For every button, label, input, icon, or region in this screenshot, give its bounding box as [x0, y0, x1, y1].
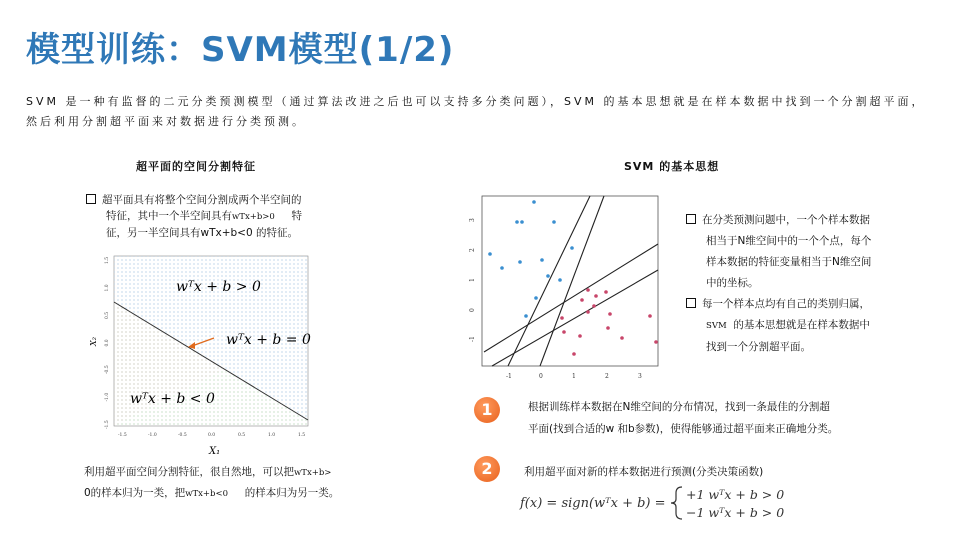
- step-2-badge: 2: [474, 456, 500, 482]
- right-x-tick-label: -1: [506, 373, 512, 380]
- red-sample-point: [572, 352, 576, 356]
- red-sample-point: [586, 288, 590, 292]
- svm-scatter-figure: [462, 192, 668, 388]
- step-1-text: [528, 396, 938, 440]
- right-x-tick-label: 2: [605, 373, 609, 380]
- label-positive-side: wᵀx + b > 0: [176, 279, 261, 295]
- right-x-tick-label: 0: [539, 373, 543, 380]
- red-sample-point: [592, 304, 596, 308]
- x-axis-label: X₁: [209, 446, 221, 457]
- formula-lhs: f(x) = sign(wᵀx + b) =: [520, 496, 666, 511]
- blue-sample-point: [534, 296, 538, 300]
- blue-sample-point: [558, 278, 562, 282]
- y-axis-label: X₂: [89, 337, 98, 346]
- left-foot-line2b: wTx+b<0: [185, 489, 229, 499]
- left-foot-line1b: wTx+b>: [294, 468, 332, 478]
- left-footnote: [84, 462, 384, 504]
- step-1-line1: 根据训练样本数据在N维空间的分布情况，找到一条最佳的分割超: [528, 401, 830, 413]
- red-sample-point: [604, 290, 608, 294]
- formula-case-negative: −1 wᵀx + b > 0: [686, 505, 785, 520]
- bullet-box-icon: [686, 298, 696, 308]
- left-bullet-line3: 征，另一半空间具有wTx+b<0 的特征。: [106, 227, 298, 239]
- label-hyperplane: wᵀx + b = 0: [226, 332, 311, 348]
- left-foot-line1a: 利用超平面空间分割特征，很自然地，可以把: [84, 466, 294, 478]
- step-2-text: 利用超平面对新的样本数据进行预测(分类决策函数): [524, 466, 764, 478]
- blue-sample-point: [488, 252, 492, 256]
- left-x-tick-label: 0.5: [238, 433, 246, 438]
- right-section-heading: SVM 的基本思想: [624, 160, 720, 173]
- blue-sample-point: [500, 266, 504, 270]
- left-foot-line2c: 的样本归为另一类。: [244, 487, 340, 499]
- right-b1-line4: 中的坐标。: [706, 277, 759, 289]
- left-section-heading: 超平面的空间分割特征: [136, 160, 256, 173]
- left-y-tick-label: 0.5: [105, 311, 110, 319]
- blue-sample-point: [515, 220, 519, 224]
- red-sample-point: [578, 334, 582, 338]
- left-bullet-line2a: 特征，其中一个半空间具有: [106, 210, 232, 222]
- red-sample-point: [608, 312, 612, 316]
- red-sample-point: [594, 294, 598, 298]
- right-x-tick-label: 1: [572, 373, 576, 380]
- right-b1-line1: 在分类预测问题中，一个个样本数据: [702, 214, 870, 226]
- right-y-tick-label: 1: [469, 278, 476, 282]
- left-foot-line2a: 0的样本归为一类，把: [84, 487, 186, 499]
- step-1-line2: 平面(找到合适的w 和b参数)，使得能够通过超平面来正确地分类。: [528, 423, 839, 435]
- right-b2-line3: 找到一个分割超平面。: [706, 341, 811, 353]
- red-sample-point: [586, 310, 590, 314]
- left-y-tick-label: -0.5: [105, 365, 110, 374]
- bullet-box-icon: [86, 194, 96, 204]
- formula-case-positive: +1 wᵀx + b > 0: [686, 487, 785, 502]
- right-b1-line2: 相当于N维空间中的一个个点，每个: [706, 235, 872, 247]
- right-y-tick-label: 3: [469, 218, 476, 222]
- blue-sample-point: [546, 274, 550, 278]
- red-sample-point: [606, 326, 610, 330]
- red-sample-point: [562, 330, 566, 334]
- left-y-tick-label: 1.5: [105, 256, 110, 264]
- blue-sample-point: [518, 260, 522, 264]
- right-b2-line2a: SVM: [706, 321, 727, 331]
- left-bullet-line2b: wTx+b>0: [232, 212, 275, 222]
- blue-sample-point: [524, 314, 528, 318]
- hyperplane-figure: [84, 250, 320, 460]
- decision-function-formula: [516, 482, 816, 524]
- right-b2-line1: 每一个样本点均有自己的类别归属，: [702, 298, 870, 310]
- left-x-tick-label: -1.5: [118, 433, 127, 438]
- right-y-tick-label: -1: [469, 336, 476, 342]
- left-y-tick-label: 1.0: [105, 284, 110, 292]
- blue-sample-point: [532, 200, 536, 204]
- left-bullet-line2c: 特: [291, 210, 303, 222]
- left-x-tick-label: 1.5: [298, 433, 306, 438]
- label-negative-side: wᵀx + b < 0: [130, 391, 215, 407]
- red-sample-point: [654, 340, 658, 344]
- left-bullet-line1: 超平面具有将整个空间分割成两个半空间的: [102, 194, 302, 206]
- blue-sample-point: [570, 246, 574, 250]
- left-x-tick-label: 0.0: [208, 433, 216, 438]
- left-y-tick-label: 0.0: [105, 339, 110, 347]
- intro-paragraph: SVM 是一种有监督的二元分类预测模型（通过算法改进之后也可以支持多分类问题），SVM 的基本思想就是在样本数据中找到一个分割超平面，然后利用分割超平面来对数据进行分类预测。: [26, 95, 926, 128]
- right-y-tick-label: 2: [469, 248, 476, 252]
- blue-sample-point: [520, 220, 524, 224]
- red-sample-point: [620, 336, 624, 340]
- left-x-tick-label: -0.5: [178, 433, 187, 438]
- red-sample-point: [648, 314, 652, 318]
- blue-sample-point: [552, 220, 556, 224]
- right-bullets: [686, 210, 926, 358]
- left-x-tick-label: 1.0: [268, 433, 276, 438]
- right-x-tick-label: 3: [638, 373, 642, 380]
- right-y-tick-label: 0: [469, 308, 476, 312]
- right-b2-line2b: 的基本思想就是在样本数据中: [733, 319, 870, 331]
- page-title: 模型训练：SVM模型(1/2): [26, 30, 455, 70]
- right-b1-line3: 样本数据的特征变量相当于N维空间: [706, 256, 872, 268]
- red-sample-point: [560, 316, 564, 320]
- left-bullet: [86, 192, 386, 241]
- blue-sample-point: [540, 258, 544, 262]
- left-x-tick-label: -1.0: [148, 433, 157, 438]
- left-y-tick-label: -1.5: [105, 420, 110, 429]
- bullet-box-icon: [686, 214, 696, 224]
- left-y-tick-label: -1.0: [105, 392, 110, 402]
- red-sample-point: [580, 298, 584, 302]
- step-1-badge: 1: [474, 397, 500, 423]
